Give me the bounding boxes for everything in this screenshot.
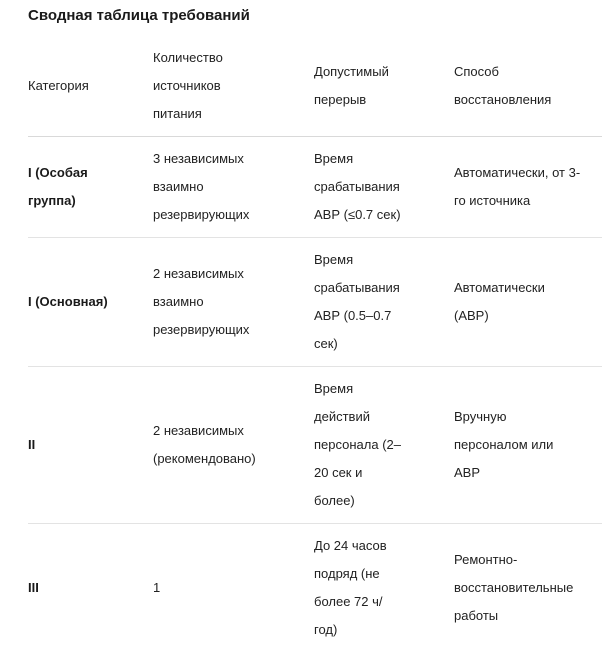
page-title: Сводная таблица требований	[28, 6, 250, 26]
cell-category: III	[28, 524, 153, 652]
table-row	[28, 238, 602, 367]
cell-category: I (Особая группа)	[28, 137, 153, 238]
cell-recovery: Автоматически, от 3-го источника	[454, 137, 602, 238]
table-row	[28, 524, 602, 652]
table-row	[28, 367, 602, 524]
header-sources: Количество источников питания	[153, 44, 314, 137]
requirements-table	[28, 44, 602, 652]
header-category: Категория	[28, 44, 153, 137]
cell-interruption: Время срабатывания АВР (0.5–0.7 сек)	[314, 238, 454, 367]
cell-recovery: Вручную персоналом или АВР	[454, 367, 602, 524]
cell-recovery: Ремонтно-восстановительные работы	[454, 524, 602, 652]
header-recovery: Способ восстановления	[454, 44, 602, 137]
cell-sources: 3 независимых взаимно резервирующих	[153, 137, 314, 238]
cell-category: II	[28, 367, 153, 524]
cell-recovery: Автоматически (АВР)	[454, 238, 602, 367]
cell-category: I (Основная)	[28, 238, 153, 367]
table-row	[28, 137, 602, 238]
cell-sources: 2 независимых (рекомендовано)	[153, 367, 314, 524]
cell-interruption: До 24 часов подряд (не более 72 ч/год)	[314, 524, 454, 652]
cell-interruption: Время срабатывания АВР (≤0.7 сек)	[314, 137, 454, 238]
cell-sources: 2 независимых взаимно резервирующих	[153, 238, 314, 367]
cell-interruption: Время действий персонала (2–20 сек и более)	[314, 367, 454, 524]
header-interruption: Допустимый перерыв	[314, 44, 454, 137]
cell-sources: 1	[153, 524, 314, 652]
table-header-row	[28, 44, 602, 137]
